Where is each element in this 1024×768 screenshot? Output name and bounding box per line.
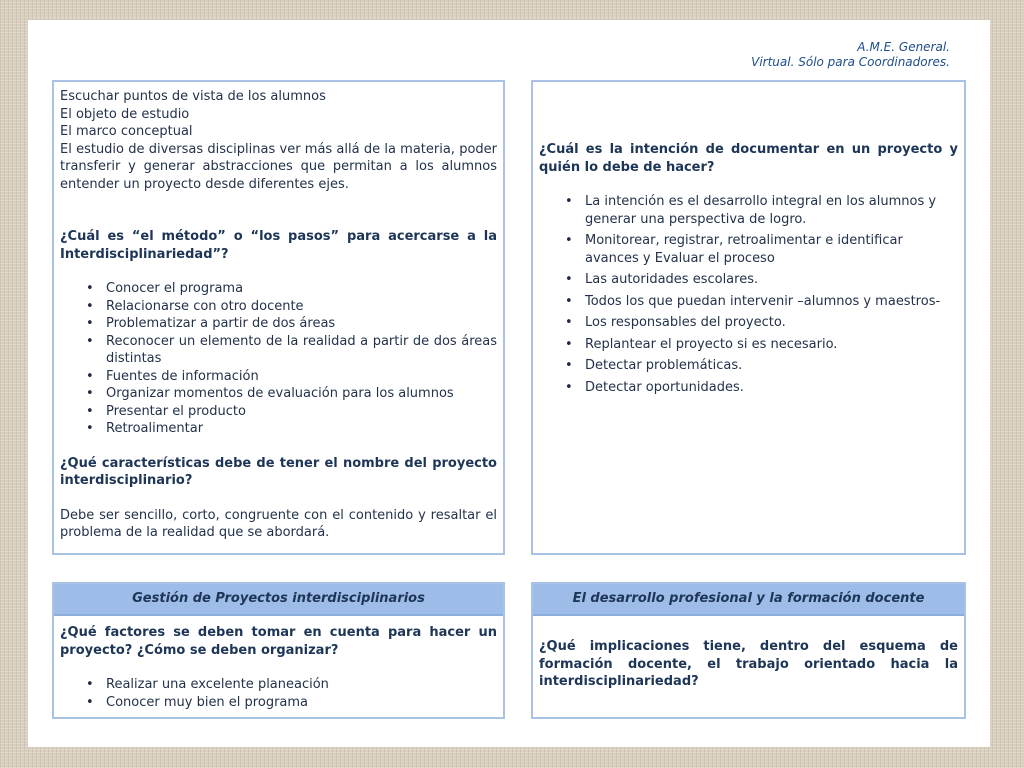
steps-list — [60, 280, 497, 438]
list-item: • Detectar problemáticas. — [585, 357, 958, 375]
question-documentation: ¿Cuál es la intención de documentar en un proyecto y quién lo debe de hacer? — [539, 142, 958, 175]
list-item: • Organizar momentos de evaluación para los alumnos — [106, 385, 497, 403]
list-item: • Problematizar a partir de dos áreas — [106, 315, 497, 333]
question-factors: ¿Qué factores se deben tomar en cuenta para hacer un proyecto? ¿Cómo se deben organizar? — [60, 625, 497, 658]
intro-line: Escuchar puntos de vista de los alumnos — [60, 89, 326, 104]
list-item: • Presentar el producto — [106, 403, 497, 421]
list-item: • Todos los que puedan intervenir –alumnos y maestros- — [585, 293, 958, 311]
list-item: • Relacionarse con otro docente — [106, 298, 497, 316]
list-item: • La intención es el desarrollo integral en los alumnos y generar una perspectiva de logro. — [585, 193, 958, 228]
list-item: • Los responsables del proyecto. — [585, 314, 958, 332]
list-item: • Replantear el proyecto si es necesario. — [585, 336, 958, 354]
right-top-box — [531, 80, 966, 555]
list-item: • Reconocer un elemento de la realidad a partir de dos áreas distintas — [106, 333, 497, 368]
documentation-list — [539, 193, 958, 396]
answer-name: Debe ser sencillo, corto, congruente con el contenido y resaltar el problema de la realidad que se abordará. — [60, 507, 497, 540]
list-item: • Monitorear, registrar, retroalimentar e identificar avances y Evaluar el proceso — [585, 232, 958, 267]
list-item: • Fuentes de información — [106, 368, 497, 386]
question-name: ¿Qué características debe de tener el nombre del proyecto interdisciplinario? — [60, 455, 497, 488]
factors-list — [60, 676, 497, 711]
list-item: • Detectar oportunidades. — [585, 379, 958, 397]
list-item: • Realizar una excelente planeación — [106, 676, 497, 694]
list-item: • Conocer muy bien el programa — [106, 694, 497, 712]
header-line-1: A.M.E. General. — [857, 40, 950, 54]
document-page — [28, 20, 990, 747]
header-line-2: Virtual. Sólo para Coordinadores. — [751, 55, 950, 69]
intro-paragraph: El estudio de diversas disciplinas ver más allá de la materia, poder transferir y generar abstracciones que permitan a los alumnos entender un proyecto desde diferentes ejes. — [60, 141, 497, 192]
section-title-professional-development: El desarrollo profesional y la formación docente — [533, 584, 964, 616]
left-top-box — [52, 80, 505, 555]
list-item: • Las autoridades escolares. — [585, 271, 958, 289]
question-method: ¿Cuál es “el método” o “los pasos” para acercarse a la Interdisciplinariedad”? — [60, 229, 497, 262]
list-item: • Conocer el programa — [106, 280, 497, 298]
header — [751, 40, 950, 70]
left-bottom-box — [52, 582, 505, 719]
intro-line: El marco conceptual — [60, 124, 193, 139]
question-implications: ¿Qué implicaciones tiene, dentro del esquema de formación docente, el trabajo orientado hacia la interdisciplinariedad? — [539, 639, 958, 689]
section-title-project-management: Gestión de Proyectos interdisciplinarios — [54, 584, 503, 616]
intro-line: El objeto de estudio — [60, 106, 190, 122]
list-item: • Retroalimentar — [106, 420, 497, 438]
right-bottom-box — [531, 582, 966, 719]
